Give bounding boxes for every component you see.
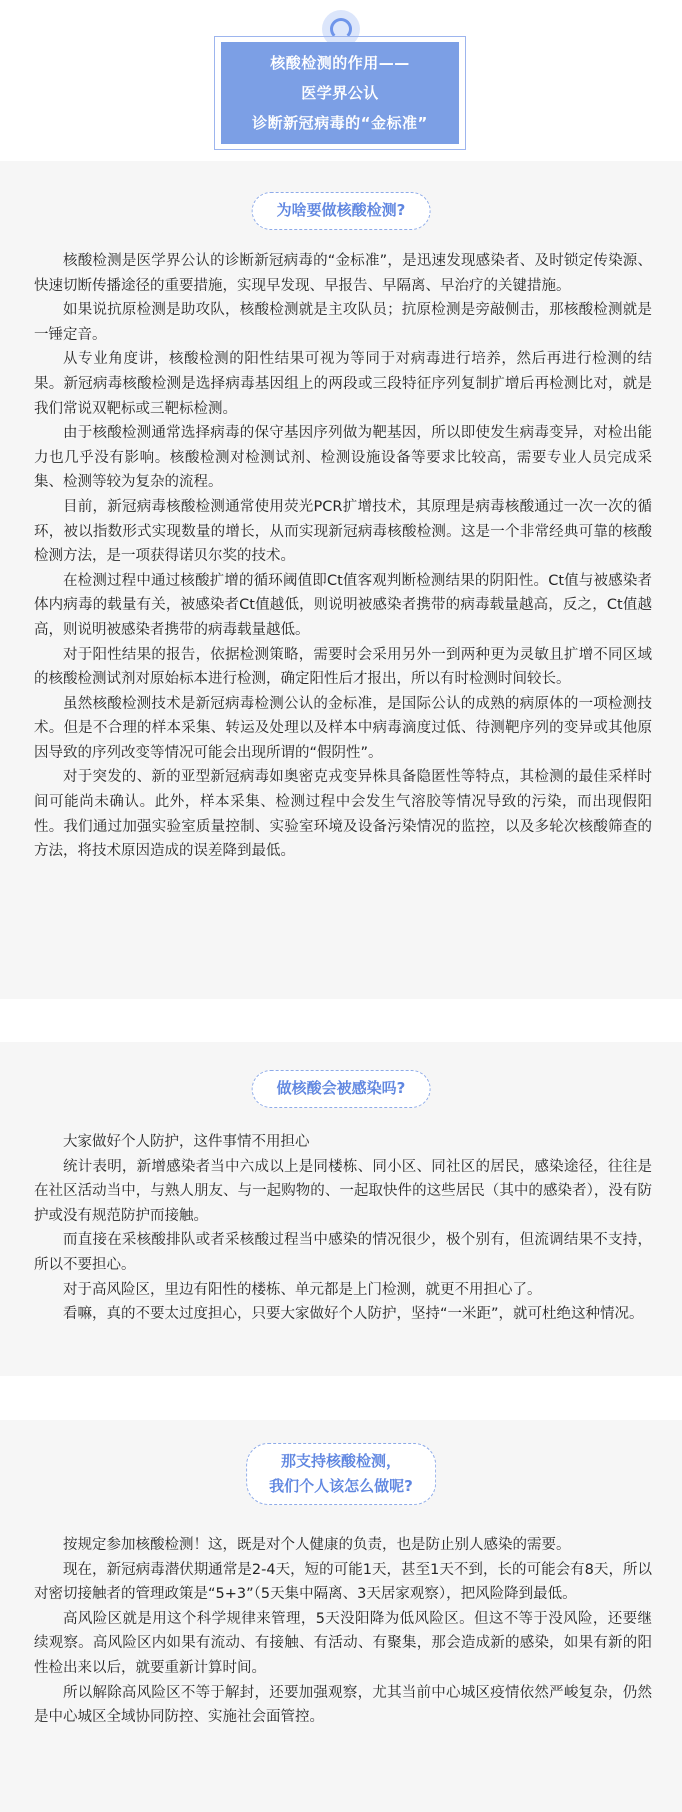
paragraph: 在检测过程中通过核酸扩增的循环阈值即Ct值客观判断检测结果的阴阳性。Ct值与被感染者体内病毒的载量有关，被感染者Ct值越低，则说明被感染者携带的病毒载量越高，反之，Ct值越高，则说明被感染者携带的病毒载量越低。	[34, 572, 652, 638]
section-title-pill	[252, 192, 431, 230]
section-title-pill	[252, 1070, 431, 1108]
section-title-pill	[246, 1443, 436, 1505]
section-body	[34, 1130, 652, 1327]
paragraph: 大家做好个人防护，这件事情不用担心	[63, 1134, 310, 1150]
banner-title-line: 医学界公认	[301, 84, 379, 102]
banner-title-line: 核酸检测的作用——	[270, 54, 410, 72]
paragraph: 按规定参加核酸检测！这，既是对个人健康的负责，也是防止别人感染的需要。	[63, 1537, 571, 1553]
paragraph: 统计表明，新增感染者当中六成以上是同楼栋、同小区、同社区的居民，感染途径，往往是在社区活动当中，与熟人朋友、与一起购物的、一起取快件的这些居民（其中的感染者），没有防护或没有规范防护而接触。	[34, 1158, 652, 1224]
section-what-to-do	[0, 1420, 682, 1812]
section-title: 我们个人该怎么做呢?	[269, 1477, 413, 1495]
banner-title-line: 诊断新冠病毒的“金标准”	[252, 114, 428, 132]
paragraph: 虽然核酸检测技术是新冠病毒检测公认的金标准，是国际公认的成熟的病原体的一项检测技术。但是不合理的样本采集、转运及处理以及样本中病毒滴度过低、待测靶序列的变异或其他原因导致的序列改变等情况可能会出现所谓的“假阴性”。	[34, 695, 652, 761]
paragraph: 现在，新冠病毒潜伏期通常是2-4天，短的可能1天，甚至1天不到，长的可能会有8天，所以对密切接触者的管理政策是“5+3”（5天集中隔离、3天居家观察），把风险降到最低。	[34, 1561, 652, 1603]
paragraph: 目前，新冠病毒核酸检测通常使用荧光PCR扩增技术，其原理是病毒核酸通过一次一次的循环，被以指数形式实现数量的增长，从而实现新冠病毒核酸检测。这是一个非常经典可靠的核酸检测方法，是一项获得诺贝尔奖的技术。	[34, 498, 652, 565]
section-title: 做核酸会被感染吗?	[276, 1079, 406, 1097]
banner-title-panel	[221, 42, 459, 144]
paragraph: 由于核酸检测通常选择病毒的保守基因序列做为靶基因，所以即使发生病毒变异，对检出能力也几乎没有影响。核酸检测对检测试剂、检测设施设备等要求比较高，需要专业人员完成采集、检测等较为复杂的流程。	[34, 425, 652, 491]
section-body	[34, 249, 652, 864]
paragraph: 核酸检测是医学界公认的诊断新冠病毒的“金标准”，是迅速发现感染者、及时锁定传染源、快速切断传播途径的重要措施，实现早发现、早报告、早隔离、早治疗的关键措施。	[34, 253, 652, 294]
paragraph: 从专业角度讲，核酸检测的阳性结果可视为等同于对病毒进行培养，然后再进行检测的结果。新冠病毒核酸检测是选择病毒基因组上的两段或三段特征序列复制扩增后再检测比对，就是我们常说双靶标或三靶标检测。	[34, 351, 652, 417]
section-infection-risk	[0, 1042, 682, 1376]
section-title: 那支持核酸检测，	[280, 1452, 402, 1470]
paragraph: 如果说抗原检测是助攻队，核酸检测就是主攻队员；抗原检测是旁敲侧击，那核酸检测就是一锤定音。	[34, 302, 652, 343]
section-body	[34, 1533, 652, 1730]
section-why-test	[0, 161, 682, 999]
paragraph: 对于突发的、新的亚型新冠病毒如奥密克戎变异株具备隐匿性等特点，其检测的最佳采样时间可能尚未确认。此外，样本采集、检测过程中会发生气溶胶等情况导致的污染，而出现假阳性。我们通过加强实验室质量控制、实验室环境及设备污染情况的监控，以及多轮次核酸筛查的方法，将技术原因造成的误差降到最低。	[34, 769, 652, 860]
section-title: 为啥要做核酸检测?	[276, 201, 406, 219]
header-banner	[0, 0, 682, 156]
paragraph: 看嘛，真的不要太过度担心，只要大家做好个人防护，坚持“一米距”，就可杜绝这种情况。	[63, 1306, 644, 1323]
paragraph: 高风险区就是用这个科学规律来管理，5天没阳降为低风险区。但这不等于没风险，还要继续观察。高风险区内如果有流动、有接触、有活动、有聚集，那会造成新的感染，如果有新的阳性检出来以后，就要重新计算时间。	[34, 1610, 652, 1676]
paragraph: 而直接在采核酸排队或者采核酸过程当中感染的情况很少，极个别有，但流调结果不支持，所以不要担心。	[34, 1232, 652, 1273]
paragraph: 所以解除高风险区不等于解封，还要加强观察，尤其当前中心城区疫情依然严峻复杂，仍然是中心城区全域协同防控、实施社会面管控。	[34, 1684, 652, 1726]
paragraph: 对于阳性结果的报告，依据检测策略，需要时会采用另外一到两种更为灵敏且扩增不同区域的核酸检测试剂对原始标本进行检测，确定阳性后才报出，所以有时检测时间较长。	[34, 646, 652, 688]
paragraph: 对于高风险区，里边有阳性的楼栋、单元都是上门检测，就更不用担心了。	[63, 1281, 542, 1298]
